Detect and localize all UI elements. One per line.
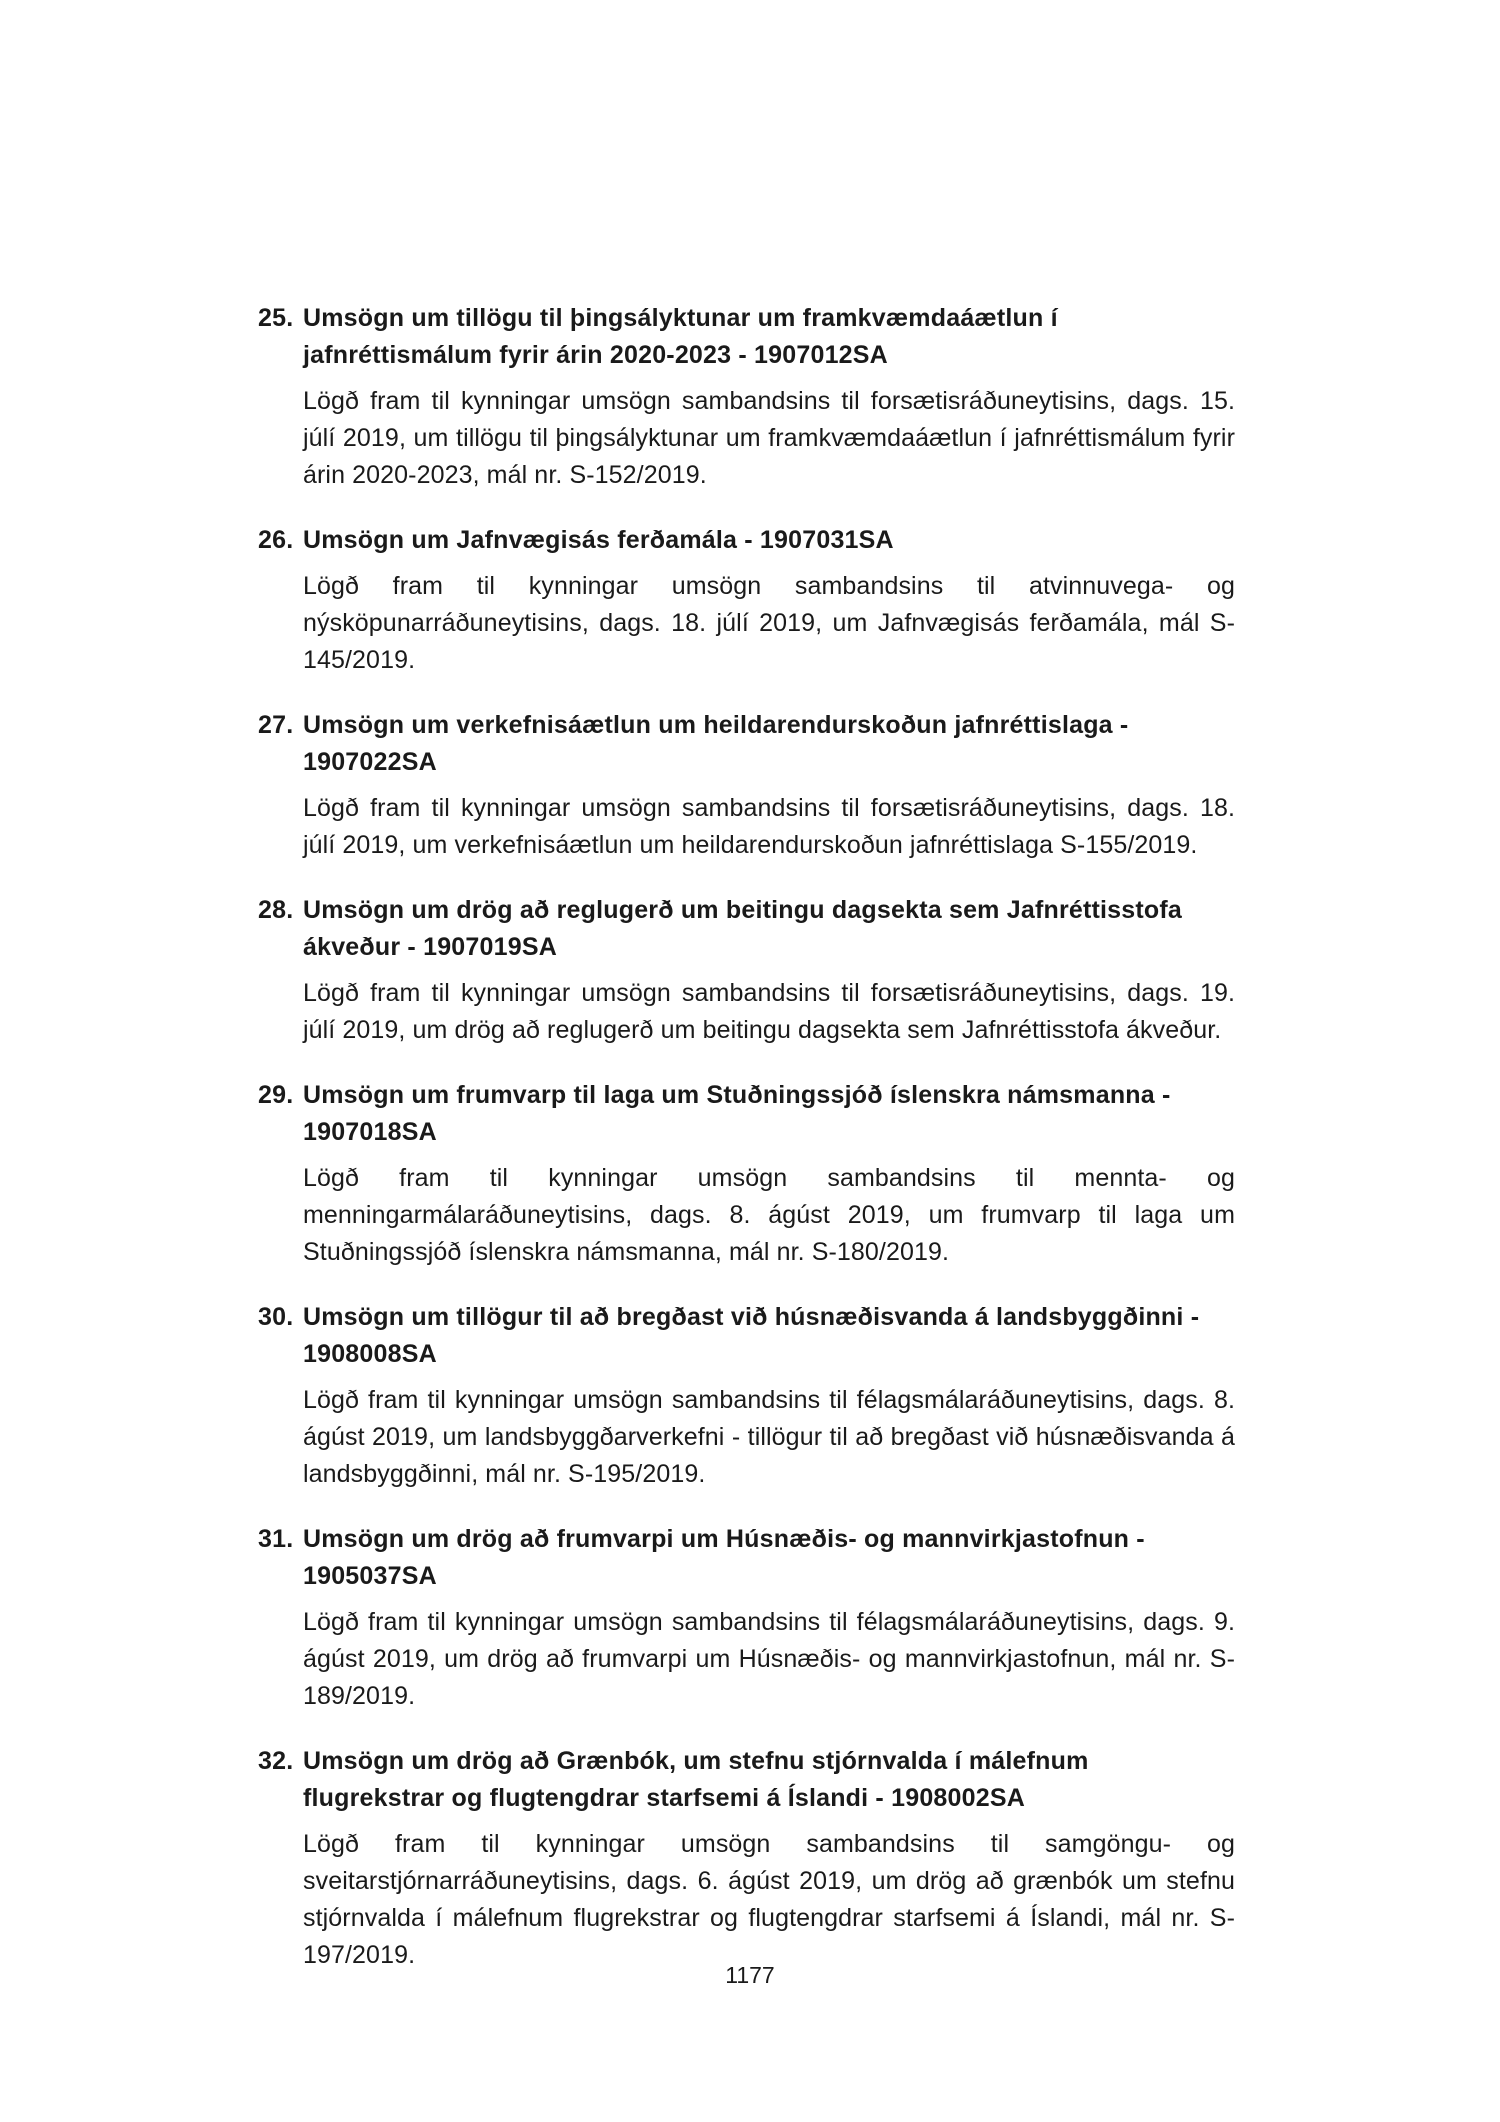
item-number: 26. xyxy=(258,526,294,554)
item-heading: Umsögn um drög að frumvarpi um Húsnæðis- og mannvirkjastofnun - 1905037SA xyxy=(303,1525,1145,1590)
item-text xyxy=(303,1743,1235,1974)
item-text xyxy=(303,300,1235,494)
item-heading: Umsögn um drög að reglugerð um beitingu dagsekta sem Jafnréttisstofa ákveður - 1907019SA xyxy=(303,896,1183,961)
page-number: 1177 xyxy=(725,1962,775,1988)
item-heading: Umsögn um tillögur til að bregðast við húsnæðisvanda á landsbyggðinni - 1908008SA xyxy=(303,1303,1200,1368)
item-body: Lögð fram til kynningar umsögn sambandsins til samgöngu- og sveitarstjórnarráðuneytisins, dags. 6. ágúst 2019, um drög að grænbók um stefnu stjórnvalda í málefnum flugrekstrar og flugtengdrar starfsemi á Íslandi, mál nr. S-197/2019. xyxy=(303,1830,1235,1969)
item-text xyxy=(303,707,1235,864)
item-number: 25. xyxy=(258,304,294,332)
item-body: Lögð fram til kynningar umsögn sambandsins til félagsmálaráðuneytisins, dags. 9. ágúst 2019, um drög að frumvarpi um Húsnæðis- og mannvirkjastofnun, mál nr. S-189/2019. xyxy=(303,1608,1235,1710)
item-text xyxy=(303,1299,1235,1493)
item-body: Lögð fram til kynningar umsögn sambandsins til atvinnuvega- og nýsköpunarráðuneytisins, dags. 18. júlí 2019, um Jafnvægisás ferðamála, mál S-145/2019. xyxy=(303,572,1235,674)
item-body: Lögð fram til kynningar umsögn sambandsins til forsætisráðuneytisins, dags. 18. júlí 2019, um verkefnisáætlun um heildarendurskoðun jafnréttislaga S-155/2019. xyxy=(303,794,1235,859)
item-number: 31. xyxy=(258,1525,294,1553)
list-item xyxy=(258,892,1235,1049)
item-number: 32. xyxy=(258,1747,294,1775)
item-number: 28. xyxy=(258,896,294,924)
list-item xyxy=(258,707,1235,864)
item-heading: Umsögn um drög að Grænbók, um stefnu stjórnvalda í málefnum flugrekstrar og flugtengdrar starfsemi á Íslandi - 1908002SA xyxy=(303,1747,1089,1812)
item-heading: Umsögn um tillögu til þingsályktunar um framkvæmdaáætlun í jafnréttismálum fyrir árin 2020-2023 - 1907012SA xyxy=(303,304,1058,369)
list-item xyxy=(258,1743,1235,1974)
numbered-list xyxy=(258,300,1235,2002)
item-text xyxy=(303,892,1235,1049)
list-item xyxy=(258,300,1235,494)
list-item xyxy=(258,1299,1235,1493)
item-number: 27. xyxy=(258,711,294,739)
item-heading: Umsögn um frumvarp til laga um Stuðningssjóð íslenskra námsmanna - 1907018SA xyxy=(303,1081,1171,1146)
list-item xyxy=(258,1521,1235,1715)
list-item xyxy=(258,1077,1235,1271)
item-body: Lögð fram til kynningar umsögn sambandsins til mennta- og menningarmálaráðuneytisins, dags. 8. ágúst 2019, um frumvarp til laga um Stuðningssjóð íslenskra námsmanna, mál nr. S-180/2019. xyxy=(303,1164,1235,1266)
item-heading: Umsögn um verkefnisáætlun um heildarendurskoðun jafnréttislaga - 1907022SA xyxy=(303,711,1129,776)
item-body: Lögð fram til kynningar umsögn sambandsins til forsætisráðuneytisins, dags. 19. júlí 2019, um drög að reglugerð um beitingu dagsekta sem Jafnréttisstofa ákveður. xyxy=(303,979,1235,1044)
list-item xyxy=(258,522,1235,679)
item-body: Lögð fram til kynningar umsögn sambandsins til forsætisráðuneytisins, dags. 15. júlí 2019, um tillögu til þingsályktunar um framkvæmdaáætlun í jafnréttismálum fyrir árin 2020-2023, mál nr. S-152/2019. xyxy=(303,387,1235,489)
item-number: 30. xyxy=(258,1303,294,1331)
item-body: Lögð fram til kynningar umsögn sambandsins til félagsmálaráðuneytisins, dags. 8. ágúst 2019, um landsbyggðarverkefni - tillögur til að bregðast við húsnæðisvanda á landsbyggðinni, mál nr. S-195/2019. xyxy=(303,1386,1235,1488)
item-text xyxy=(303,1521,1235,1715)
item-heading: Umsögn um Jafnvægisás ferðamála - 1907031SA xyxy=(303,526,894,554)
item-text xyxy=(303,522,1235,679)
item-text xyxy=(303,1077,1235,1271)
item-number: 29. xyxy=(258,1081,294,1109)
